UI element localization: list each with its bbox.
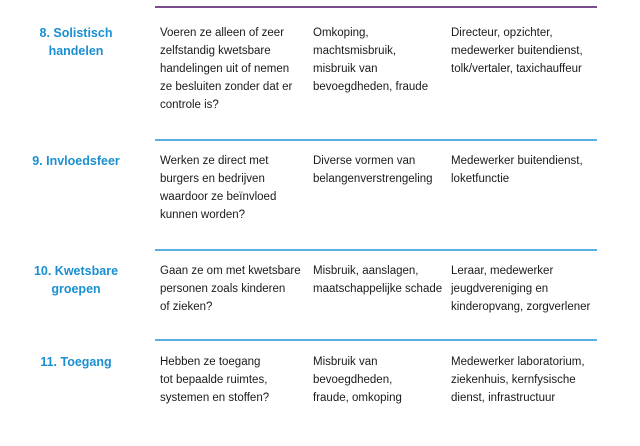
question-cell — [160, 152, 308, 224]
risks-cell — [313, 152, 445, 188]
risks-line: Omkoping, — [313, 27, 369, 39]
table-top-rule — [155, 6, 597, 8]
functions-line: kinderopvang, zorgverlener — [451, 301, 591, 313]
functions-line: loketfunctie — [451, 173, 510, 185]
question-line: Werken ze direct met — [160, 155, 269, 167]
risks-line: machtsmisbruik, — [313, 45, 397, 57]
row-heading-line: 10. Kwetsbare — [33, 264, 119, 278]
functions-line: Directeur, opzichter, — [451, 27, 553, 39]
risks-line: bevoegdheden, — [313, 374, 393, 386]
question-line: controle is? — [160, 99, 219, 111]
question-line: waardoor ze beïnvloed — [160, 191, 277, 203]
question-line: systemen en stoffen? — [160, 392, 270, 404]
risks-line: Diverse vormen van — [313, 155, 416, 167]
risks-line: belangenverstrengeling — [313, 173, 433, 185]
question-line: Hebben ze toegang — [160, 356, 261, 368]
row-divider — [155, 339, 597, 341]
question-line: of zieken? — [160, 301, 213, 313]
row-heading-line: handelen — [48, 44, 104, 58]
question-line: ze besluiten zonder dat er — [160, 81, 293, 93]
risks-line: maatschappelijke schade — [313, 283, 443, 295]
functions-line: dienst, infrastructuur — [451, 392, 556, 404]
risks-cell — [313, 353, 445, 407]
row-heading-line: 11. Toegang — [40, 355, 112, 369]
risks-line: Misbruik van — [313, 356, 378, 368]
risks-line: Misbruik, aanslagen, — [313, 265, 419, 277]
question-line: tot bepaalde ruimtes, — [160, 374, 268, 386]
row-heading — [0, 152, 152, 170]
row-divider — [155, 139, 597, 141]
question-line: handelingen uit of nemen — [160, 63, 290, 75]
functions-cell — [451, 262, 601, 316]
row-heading — [0, 353, 152, 371]
row-heading-line: 9. Invloedsfeer — [32, 154, 120, 168]
question-line: personen zoals kinderen — [160, 283, 286, 295]
question-line: zelfstandig kwetsbare — [160, 45, 271, 57]
row-heading — [0, 262, 152, 298]
functions-line: tolk/vertaler, taxichauffeur — [451, 63, 582, 75]
row-heading-line: 8. Solistisch — [39, 26, 113, 40]
functions-line: Leraar, medewerker — [451, 265, 554, 277]
functions-cell — [451, 152, 601, 188]
functions-cell — [451, 24, 601, 78]
question-line: kunnen worden? — [160, 209, 246, 221]
risks-cell — [313, 24, 445, 96]
functions-line: medewerker buitendienst, — [451, 45, 583, 57]
question-line: Voeren ze alleen of zeer — [160, 27, 285, 39]
functions-line: Medewerker buitendienst, — [451, 155, 583, 167]
row-heading-line: groepen — [51, 282, 101, 296]
risks-line: misbruik van — [313, 63, 378, 75]
functions-line: ziekenhuis, kernfysische — [451, 374, 576, 386]
row-divider — [155, 249, 597, 251]
risks-line: bevoegdheden, fraude — [313, 81, 429, 93]
question-cell — [160, 262, 308, 316]
functions-line: Medewerker laboratorium, — [451, 356, 585, 368]
risks-line: fraude, omkoping — [313, 392, 402, 404]
question-cell — [160, 24, 308, 114]
row-heading — [0, 24, 152, 60]
risks-cell — [313, 262, 445, 298]
functions-cell — [451, 353, 601, 407]
question-cell — [160, 353, 308, 407]
question-line: burgers en bedrijven — [160, 173, 265, 185]
question-line: Gaan ze om met kwetsbare — [160, 265, 301, 277]
functions-line: jeugdvereniging en — [451, 283, 549, 295]
